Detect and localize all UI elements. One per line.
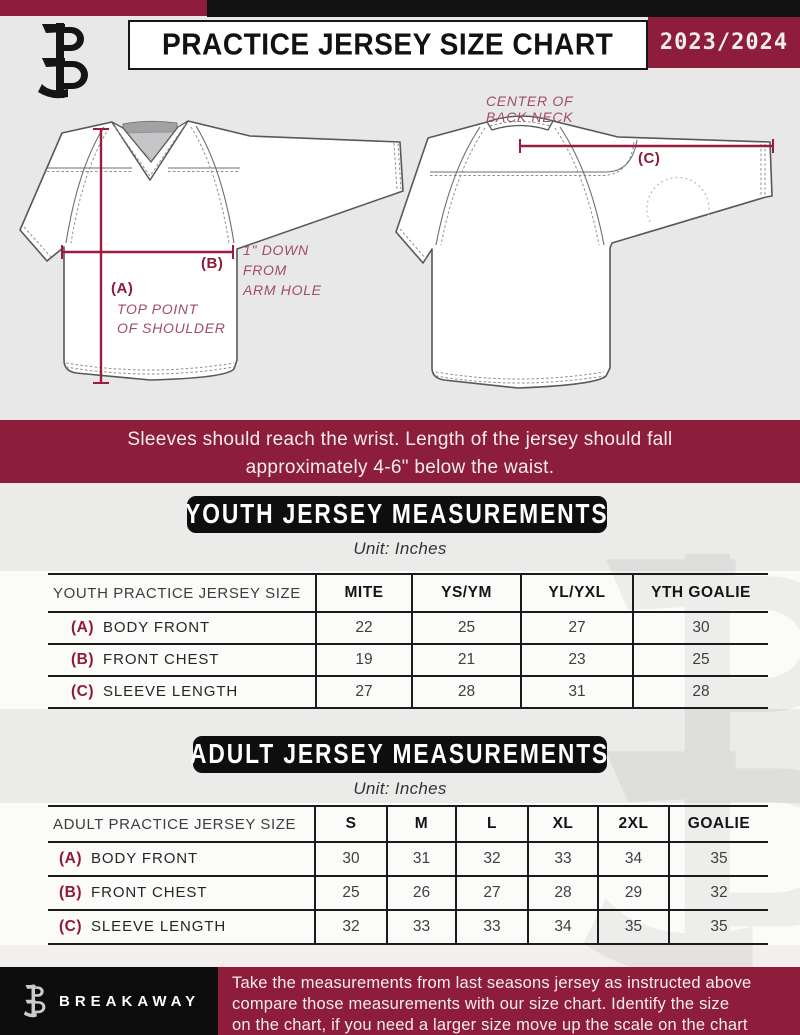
measurement-value: 29: [598, 876, 669, 910]
column-header: GOALIE: [669, 806, 768, 842]
fit-note-line2: approximately 4-6" below the waist.: [245, 457, 555, 478]
measurement-value: 32: [669, 876, 768, 910]
table-row: [48, 842, 768, 876]
youth-unit-label: Unit: Inches: [353, 539, 447, 558]
measurement-value: 33: [387, 910, 456, 944]
measurement-value: 34: [528, 910, 598, 944]
column-header: YL/YXL: [521, 574, 633, 612]
measurement-value: 34: [598, 842, 669, 876]
row-label: (C) SLEEVE LENGTH: [48, 910, 315, 944]
measurement-value: 30: [315, 842, 387, 876]
column-header: S: [315, 806, 387, 842]
measurement-value: 21: [412, 644, 521, 676]
footer-instructions: Take the measurements from last seasons jersey as instructed above compare those measurements with our size chart. Identify the size on the chart, if you need a larger size move up the scale on the chart: [232, 974, 752, 1034]
jersey-back-drawing: [396, 116, 772, 388]
measurement-value: 23: [521, 644, 633, 676]
footer-brand-block: [0, 967, 218, 1035]
measurement-value: 35: [669, 910, 768, 944]
measurement-value: 35: [669, 842, 768, 876]
row-label: (A) BODY FRONT: [48, 612, 316, 644]
measurement-value: 28: [633, 676, 768, 708]
adult-size-table: [48, 805, 768, 945]
column-header: YS/YM: [412, 574, 521, 612]
table-row: [48, 910, 768, 944]
row-label: (A) BODY FRONT: [48, 842, 315, 876]
header-maroon-strip: [0, 0, 207, 16]
footer-brand-name: BREAKAWAY: [59, 992, 201, 1010]
measurement-value: 32: [456, 842, 528, 876]
size-header: YOUTH PRACTICE JERSEY SIZE: [48, 574, 316, 612]
season-badge: [648, 17, 800, 68]
label-b-desc: 1" DOWN FROM ARM HOLE: [243, 242, 322, 298]
table-header-row: [48, 806, 768, 842]
table-row: [48, 876, 768, 910]
column-header: MITE: [316, 574, 412, 612]
measurement-value: 27: [456, 876, 528, 910]
title-box: [128, 20, 648, 70]
label-b-key: (B): [201, 255, 224, 272]
measurement-value: 30: [633, 612, 768, 644]
table-row: [48, 644, 768, 676]
row-label: (B) FRONT CHEST: [48, 876, 315, 910]
size-header: ADULT PRACTICE JERSEY SIZE: [48, 806, 315, 842]
page-title: PRACTICE JERSEY SIZE CHART: [162, 27, 614, 62]
table-row: [48, 676, 768, 708]
label-a-desc: TOP POINT OF SHOULDER: [117, 301, 226, 336]
table-header-row: [48, 574, 768, 612]
jersey-diagram: [0, 68, 800, 420]
measurement-value: 25: [412, 612, 521, 644]
measurement-value: 33: [528, 842, 598, 876]
measurement-value: 28: [528, 876, 598, 910]
measurement-value: 26: [387, 876, 456, 910]
label-a-key: (A): [111, 280, 134, 297]
measurement-value: 25: [633, 644, 768, 676]
row-label: (B) FRONT CHEST: [48, 644, 316, 676]
youth-size-table: [48, 573, 768, 709]
measurement-value: 27: [316, 676, 412, 708]
row-label: (C) SLEEVE LENGTH: [48, 676, 316, 708]
jersey-front-drawing: [20, 121, 403, 380]
column-header: M: [387, 806, 456, 842]
measurement-value: 22: [316, 612, 412, 644]
measurement-value: 27: [521, 612, 633, 644]
adult-unit-label: Unit: Inches: [353, 779, 447, 798]
measurement-value: 19: [316, 644, 412, 676]
measurement-value: 31: [387, 842, 456, 876]
fit-note-banner: [0, 420, 800, 483]
measurement-value: 31: [521, 676, 633, 708]
column-header: YTH GOALIE: [633, 574, 768, 612]
measurement-value: 32: [315, 910, 387, 944]
footer-brand-logo-icon: [22, 984, 48, 1019]
measurement-value: 33: [456, 910, 528, 944]
label-back-neck: CENTER OF BACK NECK: [486, 93, 574, 125]
column-header: L: [456, 806, 528, 842]
column-header: XL: [528, 806, 598, 842]
adult-section-banner: ADULT JERSEY MEASUREMENTS: [193, 736, 607, 773]
measurement-value: 35: [598, 910, 669, 944]
table-row: [48, 612, 768, 644]
season-label: 2023/2024: [659, 30, 789, 55]
fit-note-line1: Sleeves should reach the wrist. Length of the jersey should fall: [127, 429, 673, 450]
column-header: 2XL: [598, 806, 669, 842]
measurement-value: 25: [315, 876, 387, 910]
measurement-value: 28: [412, 676, 521, 708]
label-c-key: (C): [638, 150, 661, 167]
youth-section-banner: YOUTH JERSEY MEASUREMENTS: [187, 496, 607, 533]
header-black-strip: [207, 0, 800, 17]
